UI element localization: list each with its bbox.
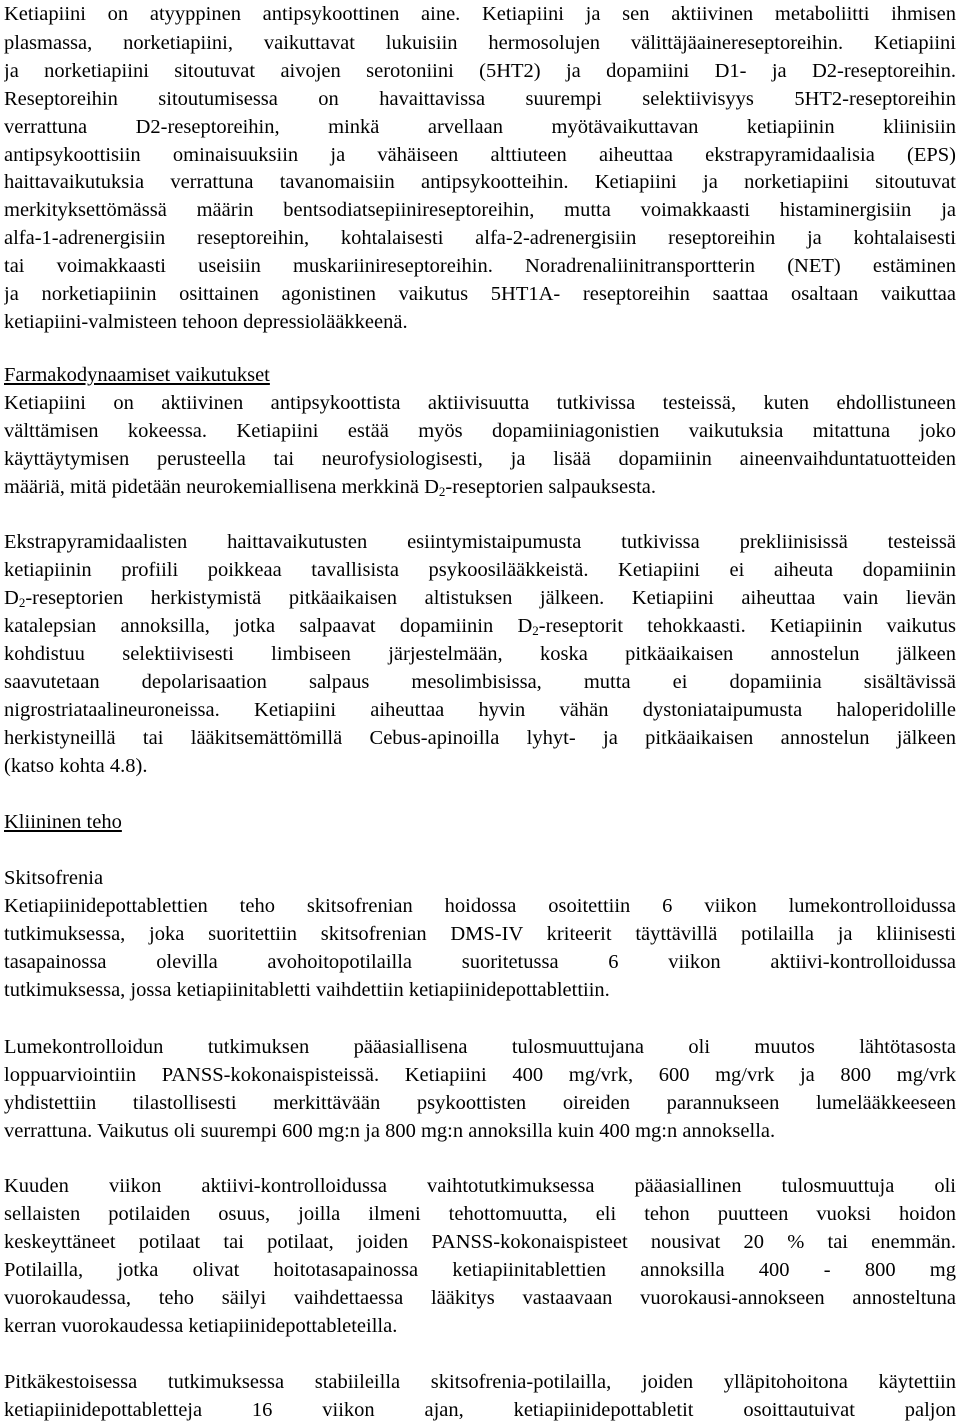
text-line: määriä, mitä pidetään neurokemiallisena merkkinä $D_2$-reseptorien salpauksesta. xyxy=(4,476,657,499)
text-line: nigrostriataalineuroneissa. Ketiapiini aiheuttaa hyvin vähän dystoniataipumusta haloperidolille xyxy=(4,699,956,721)
text-line: haittavaikutuksia verrattuna tavanomaisiin antipsykootteihin. Ketiapiini ja norketiapiini sitoutuvat xyxy=(4,171,956,193)
section-heading: Kliininen teho xyxy=(4,811,122,833)
text-line: verrattuna D2-reseptoreihin, minkä arvellaan myötävaikuttavan ketiapiinin kliinisiin xyxy=(4,116,956,138)
text-line: sellaisten potilaiden osuus, joilla ilmeni tehottomuutta, eli tehon puutteen vuoksi hoidon xyxy=(4,1203,956,1225)
section-heading: Farmakodynaamiset vaikutukset xyxy=(4,364,270,386)
text-line: plasmassa, norketiapiini, vaikuttavat lukuisiin hermosolujen välittäjäainereseptoreihin. Ketiapiini xyxy=(4,32,956,54)
text-line: Lumekontrolloidun tutkimuksen pääasiallisena tulosmuuttujana oli muutos lähtötasosta xyxy=(4,1036,956,1058)
subsection-heading: Skitsofrenia xyxy=(4,867,104,889)
text-line: käyttäytymisen perusteella tai neurofysiologisesti, ja lisää dopamiinin aineenvaihduntatuotteiden xyxy=(4,448,956,470)
text-line: ketiapiinidepottabletteja 16 viikon ajan, ketiapiinidepottabletit osoittautuivat paljon xyxy=(4,1399,956,1421)
text-line: Reseptoreihin sitoutumisessa on havaittavissa suurempi selektiivisyys 5HT2-reseptoreihin xyxy=(4,88,956,110)
text-line: Ekstrapyramidaalisten haittavaikutusten esiintymistaipumusta tutkivissa prekliinisissä testeissä xyxy=(4,531,956,553)
text-line: $D_2$-reseptorien herkistymistä pitkäaikaisen altistuksen jälkeen. Ketiapiini aiheuttaa vain lievän xyxy=(4,587,956,610)
text-line: verrattuna. Vaikutus oli suurempi 600 mg:n ja 800 mg:n annoksilla kuin 400 mg:n annoksella. xyxy=(4,1120,776,1142)
text-line: ja norketiapiinin osittainen agonistinen vaikutus 5HT1A- reseptoreihin saattaa osaltaan vaikuttaa xyxy=(4,283,956,305)
subscript: 2 xyxy=(438,484,446,499)
text-line: (katso kohta 4.8). xyxy=(4,755,148,777)
text-line: tai voimakkaasti useisiin muskariinireseptoreihin. Noradrenaliinitransportterin (NET) estäminen xyxy=(4,255,956,277)
text-line: tasapainossa olevilla avohoitopotilailla suoritetussa 6 viikon aktiivi-kontrolloidussa xyxy=(4,951,956,973)
text-line: tutkimuksessa, joka suoritettiin skitsofrenian DMS-IV kriteerit täyttävillä potilailla ja kliinisesti xyxy=(4,923,956,945)
text-line: katalepsian annoksilla, jotka salpaavat dopamiinin $D_2$-reseptorit tehokkaasti. Ketiapiinin vaikutus xyxy=(4,615,956,638)
text-line: Ketiapiini on aktiivinen antipsykoottista aktiivisuutta tutkivissa testeissä, kuten ehdollistuneen xyxy=(4,392,956,414)
subscript: 2 xyxy=(18,595,26,610)
text-line: alfa-1-adrenergisiin reseptoreihin, kohtalaisesti alfa-2-adrenergisiin reseptoreihin ja kohtalaisesti xyxy=(4,227,956,249)
text-line: välttämisen kokeessa. Ketiapiini estää myös dopamiiniagonistien vaikutuksia mitattuna joko xyxy=(4,420,956,442)
text-line: Pitkäkestoisessa tutkimuksessa stabiileilla skitsofrenia-potilailla, joiden ylläpitohoitona käytettiin xyxy=(4,1371,956,1393)
text-line: kohdistuu selektiivisesti limbiseen järjestelmään, koska pitkäaikaisen annostelun jälkeen xyxy=(4,643,956,665)
text-line: ketiapiinin profiili poikkeaa tavallisista psykoosilääkkeistä. Ketiapiini ei aiheuta dopamiinin xyxy=(4,559,956,581)
text-line: tutkimuksessa, jossa ketiapiinitabletti vaihdettiin ketiapiinidepottablettiin. xyxy=(4,979,610,1001)
text-line: Kuuden viikon aktiivi-kontrolloidussa vaihtotutkimuksessa pääasiallinen tulosmuuttuja oli xyxy=(4,1175,956,1197)
text-line: Ketiapiini on atyyppinen antipsykoottinen aine. Ketiapiini ja sen aktiivinen metaboliitti ihmisen xyxy=(4,3,956,25)
text-line: loppuarviointiin PANSS-kokonaispisteissä. Ketiapiini 400 mg/vrk, 600 mg/vrk ja 800 mg/vrk xyxy=(4,1064,956,1086)
text-line: Ketiapiinidepottablettien teho skitsofrenian hoidossa osoitettiin 6 viikon lumekontrolloidussa xyxy=(4,895,956,917)
text-line: ja norketiapiini sitoutuvat aivojen serotoniini (5HT2) ja dopamiini D1- ja D2-reseptoreihin. xyxy=(4,60,956,82)
text-line: Potilailla, jotka olivat hoitotasapainossa ketiapiinitablettien annoksilla 400 - 800 mg xyxy=(4,1259,956,1281)
text-line: keskeyttäneet potilaat tai potilaat, joiden PANSS-kokonaispisteet nousivat 20 % tai enemmän. xyxy=(4,1231,956,1253)
text-line: kerran vuorokaudessa ketiapiinidepottableteilla. xyxy=(4,1315,398,1337)
text-line: antipsykoottisiin ominaisuuksiin ja vähäiseen alttiuteen aiheuttaa ekstrapyramidaalisia (EPS) xyxy=(4,144,956,166)
subscript: 2 xyxy=(532,623,539,638)
text-line: herkistyneillä tai lääkitsemättömillä Cebus-apinoilla lyhyt- ja pitkäaikaisen annostelun jälkeen xyxy=(4,727,956,749)
text-line: merkityksettömässä määrin bentsodiatsepiinireseptoreihin, mutta voimakkaasti histaminergisiin ja xyxy=(4,199,956,221)
text-line: vuorokaudessa, teho säilyi vaihdettaessa lääkitys vastaavaan vuorokausi-annokseen annosteltuna xyxy=(4,1287,956,1309)
text-line: yhdistettiin tilastollisesti merkittävään psykoottisten oireiden parannukseen lumelääkkeeseen xyxy=(4,1092,956,1114)
text-line: saavutetaan depolarisaation salpaus mesolimbisissa, mutta ei dopamiinia sisältävissä xyxy=(4,671,956,693)
text-line: ketiapiini-valmisteen tehoon depressiolääkkeenä. xyxy=(4,311,408,333)
